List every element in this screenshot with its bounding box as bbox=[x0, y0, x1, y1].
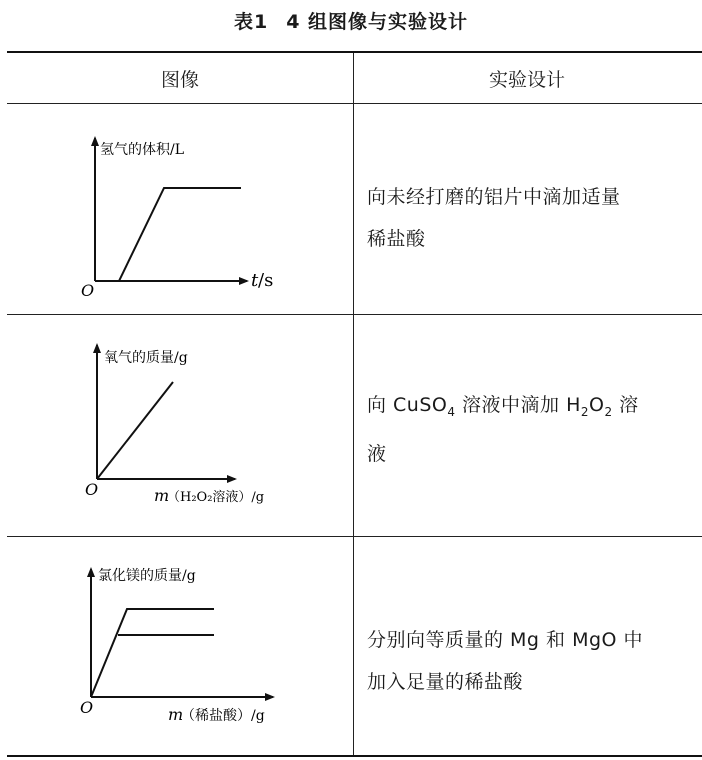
header-image: 图像 bbox=[160, 68, 199, 91]
curve-mg bbox=[91, 609, 214, 697]
x-axis-unit: /s bbox=[258, 270, 274, 291]
y-axis-label: 氧气的质量/g bbox=[104, 350, 188, 366]
x-axis-variable: m bbox=[168, 705, 184, 724]
table-caption bbox=[0, 0, 702, 40]
description-line: 稀盐酸 bbox=[367, 228, 426, 250]
graph-hydrogen-volume bbox=[7, 104, 353, 314]
description-line: 分别向等质量的 Mg 和 MgO 中 bbox=[367, 629, 644, 651]
origin-label: O bbox=[85, 480, 99, 499]
caption-title: 4 组图像与实验设计 bbox=[286, 10, 469, 33]
experiment-table bbox=[7, 51, 702, 757]
curve bbox=[97, 382, 173, 479]
row-description bbox=[367, 619, 692, 703]
origin-label: O bbox=[80, 698, 94, 717]
origin-label: O bbox=[81, 281, 95, 300]
description-line: 向 CuSO$_4$ 溶液中滴加 $H_2O_2$ 溶 bbox=[367, 394, 639, 419]
graph-oxygen-mass bbox=[7, 315, 353, 536]
y-axis-label: 氢气的体积/L bbox=[100, 142, 185, 158]
table-row bbox=[7, 315, 702, 537]
x-axis-variable: t bbox=[251, 270, 259, 291]
caption-label: 表1 bbox=[233, 10, 269, 33]
table-header-row bbox=[7, 53, 702, 104]
description-line: 液 bbox=[367, 442, 387, 465]
header-design: 实验设计 bbox=[488, 68, 565, 91]
row-description bbox=[367, 384, 692, 475]
description-line: 向未经打磨的铝片中滴加适量 bbox=[367, 186, 621, 208]
y-axis-label: 氯化镁的质量/g bbox=[98, 568, 196, 584]
table-row bbox=[7, 537, 702, 757]
table-row bbox=[7, 104, 702, 315]
x-axis-unit: （稀盐酸）/g bbox=[181, 708, 265, 724]
row-description bbox=[367, 176, 692, 260]
x-axis-variable: m bbox=[154, 486, 170, 505]
x-axis-unit: （H₂O₂溶液）/g bbox=[167, 490, 265, 505]
graph-magnesium-chloride-mass bbox=[7, 537, 353, 757]
curve bbox=[95, 188, 241, 281]
description-line: 加入足量的稀盐酸 bbox=[367, 671, 524, 693]
